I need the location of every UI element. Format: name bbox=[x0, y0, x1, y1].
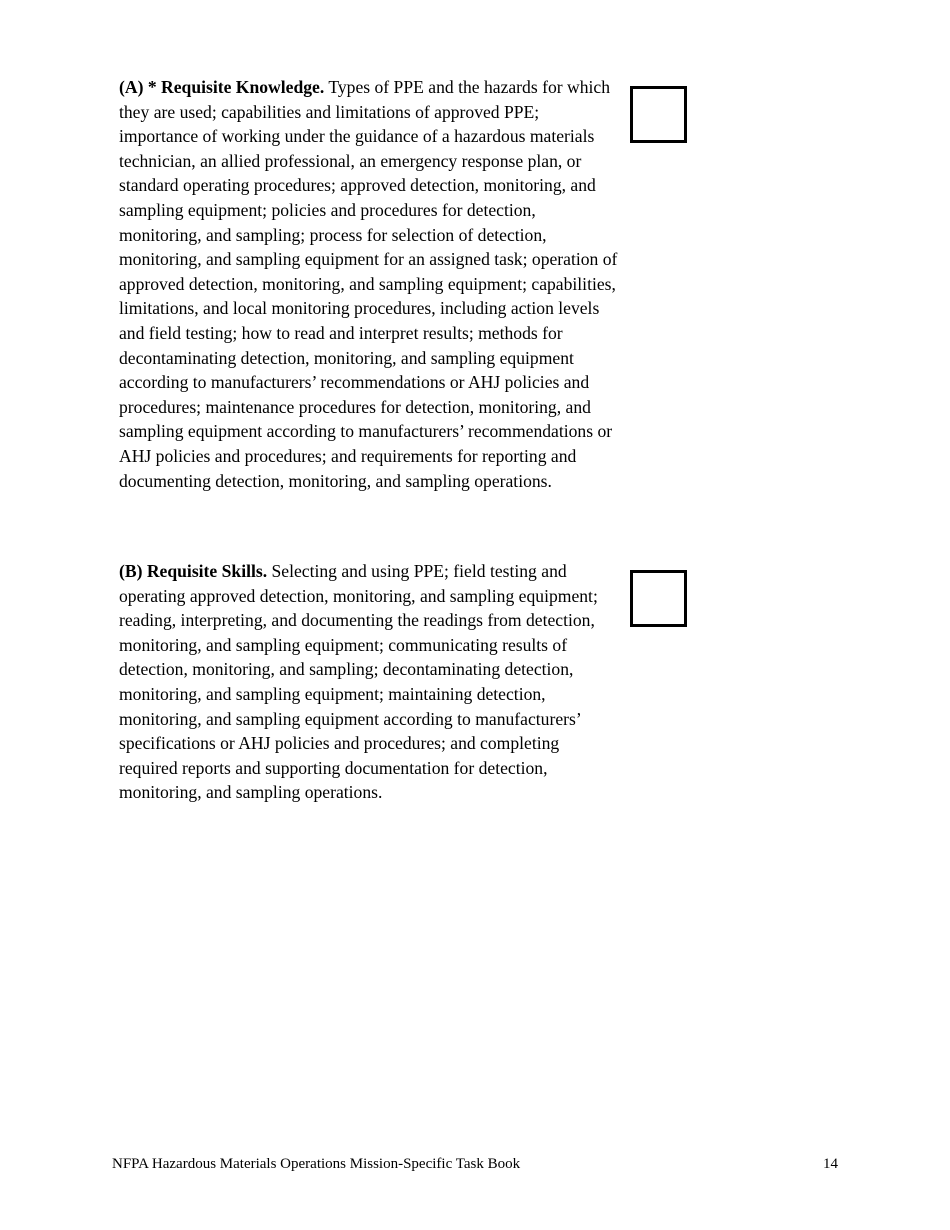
footer-document-title: NFPA Hazardous Materials Operations Mission-Specific Task Book bbox=[112, 1156, 521, 1172]
section-b-label: (B) Requisite Skills. bbox=[119, 561, 268, 581]
section-b-requisite-skills bbox=[119, 559, 619, 805]
footer-page-number: 14 bbox=[823, 1156, 838, 1172]
section-a-label: (A) * Requisite Knowledge. bbox=[119, 77, 325, 97]
section-a-requisite-knowledge bbox=[119, 75, 619, 493]
section-b-checkbox[interactable] bbox=[630, 570, 687, 627]
section-b-text: Selecting and using PPE; field testing and operating approved detection, monitoring, and sampling equipment; reading, interpreting, and documenting the readings from detection, monitoring, and sampling equipment; communicating results of detection, monitoring, and sampling; decontaminating detection, monitoring, and sampling equipment; maintaining detection, monitoring, and sampling equipment according to manufacturers’ specifications or AHJ policies and procedures; and completing required reports and supporting documentation for detection, monitoring, and sampling operations. bbox=[119, 561, 598, 803]
section-a-checkbox[interactable] bbox=[630, 86, 687, 143]
section-a-text: Types of PPE and the hazards for which they are used; capabilities and limitations of approved PPE; importance of working under the guidance of a hazardous materials technician, an allied professional, an emergency response plan, or standard operating procedures; approved detection, monitoring, and sampling equipment; policies and procedures for detection, monitoring, and sampling; process for selection of detection, monitoring, and sampling equipment for an assigned task; operation of approved detection, monitoring, and sampling equipment; capabilities, limitations, and local monitoring procedures, including action levels and field testing; how to read and interpret results; methods for decontaminating detection, monitoring, and sampling equipment according to manufacturers’ recommendations or AHJ policies and procedures; maintenance procedures for detection, monitoring, and sampling equipment according to manufacturers’ recommendations or AHJ policies and procedures; and requirements for reporting and documenting detection, monitoring, and sampling operations. bbox=[119, 77, 618, 491]
